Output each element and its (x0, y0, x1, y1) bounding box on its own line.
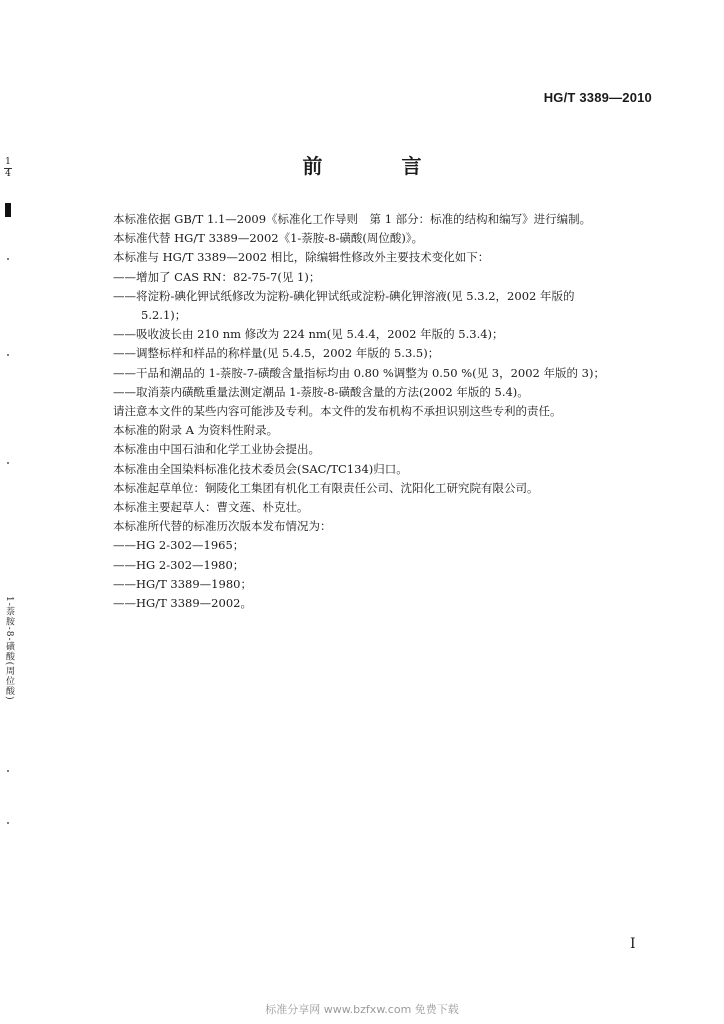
paragraph: 本标准代替 HG/T 3389—2002《1-萘胺-8-磺酸(周位酸)》。 (113, 231, 424, 246)
history-item: ——HG 2-302—1965； (113, 538, 245, 553)
change-item: ——调整标样和样品的称样量(见 5.4.5，2002 年版的 5.3.5)； (113, 346, 440, 361)
change-item: ——取消萘内磺酰重量法测定潮品 1-萘胺-8-磺酸含量的方法(2002 年版的 5.4)。 (113, 384, 529, 399)
paragraph: 本标准与 HG/T 3389—2002 相比，除编辑性修改外主要技术变化如下： (113, 250, 490, 265)
margin-dot (7, 770, 9, 772)
change-item: ——干品和潮品的 1-萘胺-7-磺酸含量指标均由 0.80 %调整为 0.50 %(见 3，2002 年版的 3)； (113, 365, 605, 380)
margin-fraction-top: 1 (5, 157, 11, 167)
history-item: ——HG/T 3389—1980； (113, 576, 252, 591)
margin-dot (7, 462, 9, 464)
change-item: ——增加了 CAS RN：82-75-7(见 1)； (113, 269, 321, 284)
standard-code: HG/T 3389—2010 (543, 90, 652, 105)
paragraph: 请注意本文件的某些内容可能涉及专利。本文件的发布机构不承担识别这些专利的责任。 (113, 404, 562, 419)
page-title: 前 言 (302, 154, 458, 178)
margin-dot (7, 822, 9, 824)
page-number: I (630, 936, 636, 952)
history-item: ——HG/T 3389—2002。 (113, 596, 252, 611)
margin-fraction-bottom: 4 (5, 169, 11, 179)
change-item-continuation: 5.2.1)； (141, 308, 187, 323)
paragraph: 本标准依据 GB/T 1.1—2009《标准化工作导则 第 1 部分：标准的结构和编写》进行编制。 (113, 212, 592, 226)
paragraph: 本标准的附录 A 为资料性附录。 (113, 423, 279, 438)
margin-dot (7, 354, 9, 356)
margin-dot (7, 258, 9, 260)
change-item: ——将淀粉-碘化钾试纸修改为淀粉-碘化钾试纸或淀粉-碘化钾溶液(见 5.3.2，2002 年版的 (113, 288, 575, 303)
paragraph: 本标准所代替的标准历次版本发布情况为： (113, 519, 332, 534)
change-item: ——吸收波长由 210 nm 修改为 224 nm(见 5.4.4，2002 年版的 5.3.4)； (113, 327, 504, 342)
margin-vertical-title: 1-萘胺-8-磺酸(周位酸) (4, 596, 14, 701)
history-item: ——HG 2-302—1980； (113, 557, 245, 572)
paragraph: 本标准起草单位：铜陵化工集团有机化工有限责任公司、沈阳化工研究院有限公司。 (113, 480, 539, 495)
margin-fraction (4, 158, 12, 179)
footer-watermark: 标准分享网 www.bzfxw.com 免费下载 (265, 1003, 459, 1016)
document-body (113, 210, 653, 613)
margin-black-mark (5, 203, 11, 217)
paragraph: 本标准由中国石油和化学工业协会提出。 (113, 442, 320, 457)
paragraph: 本标准由全国染料标准化技术委员会(SAC/TC134)归口。 (113, 461, 408, 476)
paragraph: 本标准主要起草人：曹文莲、朴克壮。 (113, 500, 309, 515)
